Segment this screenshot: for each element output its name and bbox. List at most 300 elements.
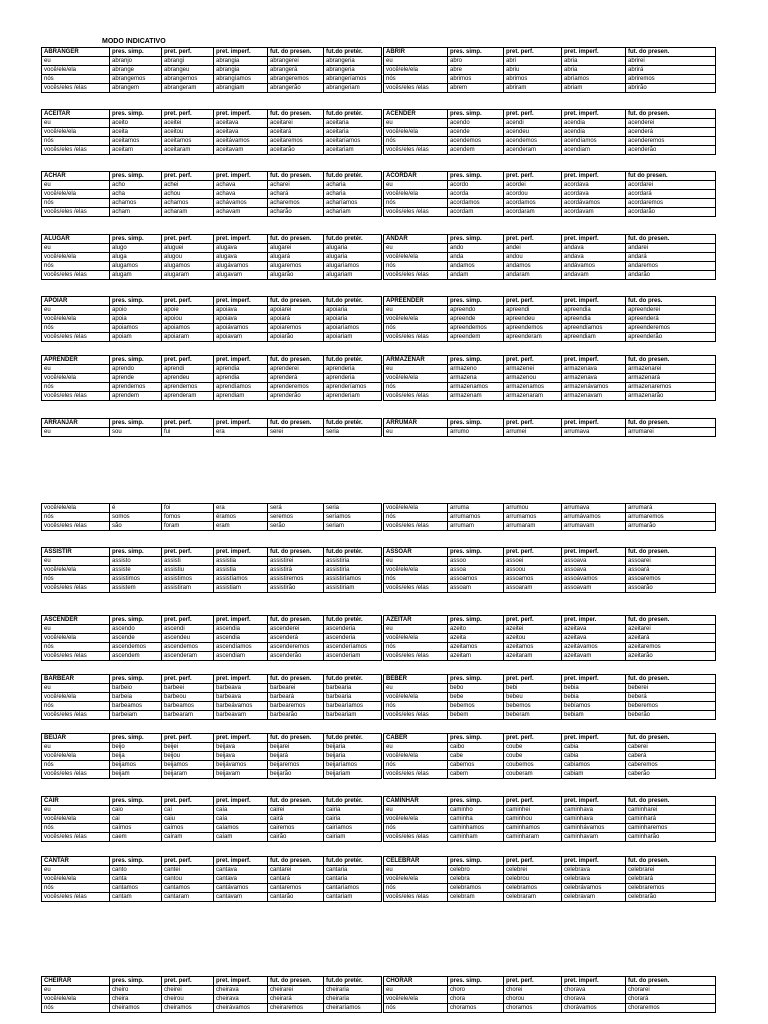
- tense-header: pret. imperf.: [562, 675, 626, 684]
- conjugation-row: [42, 146, 382, 155]
- conjugation-cell: cheirou: [162, 995, 214, 1004]
- conjugation-cell: caberão: [626, 770, 716, 779]
- conjugation-cell: aceitei: [162, 119, 214, 128]
- conjugation-cell: coube: [504, 752, 562, 761]
- conjugation-cell: abrangia: [214, 66, 268, 75]
- conjugation-cell: abrangemos: [162, 75, 214, 84]
- person-label: vocês/eles /elas: [384, 333, 448, 342]
- conjugation-cell: eram: [214, 522, 268, 531]
- conjugation-cell: ascenderíamos: [324, 643, 382, 652]
- conjugation-cell: acenderemos: [626, 137, 716, 146]
- conjugation-row: [42, 315, 382, 324]
- conjugation-cell: beberei: [626, 684, 716, 693]
- conjugation-cell: beijaram: [162, 770, 214, 779]
- conjugation-cell: assistiria: [324, 566, 382, 575]
- conjugation-cell: andei: [504, 244, 562, 253]
- conjugation-cell: coubemos: [504, 761, 562, 770]
- conjugation-cell: coube: [504, 743, 562, 752]
- conjugation-cell: assistiriam: [324, 584, 382, 593]
- page-title: MODO INDICATIVO: [102, 38, 166, 45]
- tense-header: pres. simp.: [448, 297, 504, 306]
- person-label: vocês/eles /elas: [384, 208, 448, 217]
- tense-header: fut. do presen.: [268, 675, 324, 684]
- conjugation-cell: ascendia: [214, 625, 268, 634]
- conjugation-cell: armazenava: [562, 374, 626, 383]
- tense-header: pret. imperf.: [214, 616, 268, 625]
- conjugation-cell: armazenava: [562, 365, 626, 374]
- conjugation-cell: apreendemos: [448, 324, 504, 333]
- tense-header: pret. perf.: [162, 419, 214, 428]
- conjugation-cell: abri: [504, 57, 562, 66]
- conjugation-cell: cantei: [162, 866, 214, 875]
- conjugation-cell: caminharam: [504, 833, 562, 842]
- person-label: vocês/eles /elas: [42, 522, 110, 531]
- conjugation-row: [42, 806, 382, 815]
- tense-header: pret. imperf.: [562, 797, 626, 806]
- conjugation-row: [42, 761, 382, 770]
- conjugation-cell: barbeamos: [162, 702, 214, 711]
- conjugation-cell: armazenarei: [626, 365, 716, 374]
- person-label: eu: [42, 365, 110, 374]
- conjugation-cell: abrirei: [626, 57, 716, 66]
- conjugation-cell: apreenderá: [626, 315, 716, 324]
- tense-header: fut.do pretér.: [324, 110, 382, 119]
- conjugation-row: [384, 374, 716, 383]
- conjugation-cell: bebemos: [504, 702, 562, 711]
- tense-header: fut. do presen.: [626, 977, 716, 986]
- verb-header-row: [42, 797, 382, 806]
- conjugation-cell: sou: [110, 428, 162, 437]
- tense-header: pret. imperf.: [214, 356, 268, 365]
- conjugation-row: [384, 652, 716, 661]
- verb-header-row: [42, 235, 382, 244]
- tense-header: pres. simp.: [110, 797, 162, 806]
- conjugation-cell: ascenderão: [268, 652, 324, 661]
- conjugation-row: [42, 711, 382, 720]
- conjugation-cell: abrirão: [626, 84, 716, 93]
- conjugation-cell: cai: [110, 815, 162, 824]
- conjugation-cell: beijamos: [162, 761, 214, 770]
- tense-header: pret. imperf.: [214, 110, 268, 119]
- conjugation-cell: alugaria: [324, 253, 382, 262]
- verb-header-row: [42, 977, 382, 986]
- verb-table-left: [41, 733, 382, 779]
- conjugation-cell: acordavam: [562, 208, 626, 217]
- tense-header: fut. do presen.: [626, 797, 716, 806]
- conjugation-cell: ascendia: [214, 634, 268, 643]
- tense-header: pret. imperf.: [214, 48, 268, 57]
- conjugation-row: [384, 693, 716, 702]
- conjugation-cell: ascendeu: [162, 634, 214, 643]
- conjugation-cell: caiu: [162, 815, 214, 824]
- conjugation-row: [42, 702, 382, 711]
- conjugation-row: [42, 815, 382, 824]
- conjugation-cell: bebíamos: [562, 702, 626, 711]
- conjugation-cell: chora: [448, 995, 504, 1004]
- conjugation-row: [384, 392, 716, 401]
- conjugation-cell: caíam: [214, 833, 268, 842]
- conjugation-cell: aprenderá: [268, 374, 324, 383]
- verb-name: BEIJAR: [42, 734, 110, 743]
- tense-header: pret. perf.: [162, 548, 214, 557]
- conjugation-cell: aceitam: [110, 146, 162, 155]
- person-label: eu: [42, 625, 110, 634]
- tense-header: fut. do presen.: [626, 48, 716, 57]
- conjugation-row: [42, 262, 382, 271]
- verb-header-row: [384, 977, 716, 986]
- person-label: você/ele/ela: [384, 66, 448, 75]
- conjugation-cell: alugavam: [214, 271, 268, 280]
- verb-header-row: [384, 235, 716, 244]
- conjugation-cell: abrangeremos: [268, 75, 324, 84]
- conjugation-cell: azeitaremos: [626, 643, 716, 652]
- person-label: você/ele/ela: [42, 875, 110, 884]
- conjugation-cell: apreendeu: [504, 315, 562, 324]
- conjugation-cell: cantaremos: [268, 884, 324, 893]
- conjugation-cell: cheirava: [214, 986, 268, 995]
- person-label: eu: [42, 743, 110, 752]
- tense-header: fut do presen.: [626, 172, 716, 181]
- tense-header: pret. imperf.: [214, 977, 268, 986]
- conjugation-row: [384, 137, 716, 146]
- conjugation-cell: abrangemos: [110, 75, 162, 84]
- conjugation-cell: aprenderia: [324, 365, 382, 374]
- person-label: eu: [42, 806, 110, 815]
- conjugation-cell: cantarão: [268, 893, 324, 902]
- conjugation-cell: aprenderão: [268, 392, 324, 401]
- conjugation-cell: arrumávamos: [562, 513, 626, 522]
- conjugation-cell: apoiarei: [268, 306, 324, 315]
- conjugation-cell: aceitava: [214, 119, 268, 128]
- conjugation-row: [42, 995, 382, 1004]
- tense-header: pres. simp.: [110, 616, 162, 625]
- verb-header-row: [42, 297, 382, 306]
- conjugation-cell: apreenderemos: [626, 324, 716, 333]
- conjugation-cell: assistiria: [324, 557, 382, 566]
- conjugation-cell: bebo: [448, 684, 504, 693]
- conjugation-cell: apoiaremos: [268, 324, 324, 333]
- conjugation-cell: acendiam: [562, 146, 626, 155]
- conjugation-cell: celebrarei: [626, 866, 716, 875]
- tense-header: fut.do pretér.: [324, 797, 382, 806]
- conjugation-cell: apoiaria: [324, 306, 382, 315]
- conjugation-row: [384, 634, 716, 643]
- conjugation-row: [42, 575, 382, 584]
- conjugation-row: [42, 333, 382, 342]
- person-label: você/ele/ela: [42, 995, 110, 1004]
- conjugation-cell: abranjo: [110, 57, 162, 66]
- conjugation-row: [384, 806, 716, 815]
- conjugation-row: [42, 392, 382, 401]
- person-label: você/ele/ela: [384, 374, 448, 383]
- conjugation-cell: chorará: [626, 995, 716, 1004]
- conjugation-cell: cantaria: [324, 875, 382, 884]
- conjugation-row: [384, 761, 716, 770]
- conjugation-cell: abrangia: [214, 57, 268, 66]
- conjugation-cell: fomos: [162, 513, 214, 522]
- conjugation-cell: acordou: [504, 190, 562, 199]
- conjugation-cell: acordava: [562, 190, 626, 199]
- conjugation-cell: andaremos: [626, 262, 716, 271]
- person-label: você/ele/ela: [384, 752, 448, 761]
- conjugation-cell: ascendemos: [162, 643, 214, 652]
- conjugation-cell: aceitaríamos: [324, 137, 382, 146]
- conjugation-cell: abrangiam: [214, 84, 268, 93]
- tense-header: pret. imperf.: [562, 857, 626, 866]
- tense-header: pret. perf.: [504, 235, 562, 244]
- verb-table-right: [383, 615, 716, 661]
- conjugation-cell: abrangerei: [268, 57, 324, 66]
- verb-name: ACHAR: [42, 172, 110, 181]
- tense-header: pret. perf.: [504, 48, 562, 57]
- person-label: vocês/eles /elas: [384, 392, 448, 401]
- conjugation-cell: beberemos: [626, 702, 716, 711]
- conjugation-row: [384, 815, 716, 824]
- conjugation-row: [384, 190, 716, 199]
- person-label: eu: [384, 57, 448, 66]
- tense-header: pres. simp.: [110, 297, 162, 306]
- conjugation-row: [384, 57, 716, 66]
- conjugation-row: [384, 557, 716, 566]
- tense-header: pret. imper.: [562, 616, 626, 625]
- conjugation-cell: alugamos: [110, 262, 162, 271]
- person-label: vocês/eles /elas: [384, 893, 448, 902]
- conjugation-cell: cheirava: [214, 995, 268, 1004]
- conjugation-cell: arrumará: [626, 504, 716, 513]
- person-label: vocês/eles /elas: [42, 770, 110, 779]
- conjugation-cell: barbeio: [110, 684, 162, 693]
- tense-header: pret. perf.: [162, 616, 214, 625]
- conjugation-cell: azeitávamos: [562, 643, 626, 652]
- conjugation-cell: assoaremos: [626, 575, 716, 584]
- person-label: eu: [384, 743, 448, 752]
- person-label: eu: [42, 684, 110, 693]
- person-label: vocês/eles /elas: [42, 333, 110, 342]
- person-label: eu: [42, 428, 110, 437]
- tense-header: pret. perf.: [504, 172, 562, 181]
- person-label: nós: [42, 575, 110, 584]
- conjugation-cell: apreendo: [448, 306, 504, 315]
- conjugation-cell: barbearei: [268, 684, 324, 693]
- tense-header: pret. perf.: [504, 616, 562, 625]
- conjugation-cell: azeitou: [504, 634, 562, 643]
- person-label: nós: [384, 761, 448, 770]
- conjugation-cell: azeitava: [562, 625, 626, 634]
- conjugation-row: [384, 181, 716, 190]
- verb-header-row: [384, 548, 716, 557]
- conjugation-row: [42, 875, 382, 884]
- conjugation-cell: arrumavam: [562, 522, 626, 531]
- verb-name: AZEITAR: [384, 616, 448, 625]
- conjugation-cell: arrumou: [504, 504, 562, 513]
- conjugation-cell: acordamos: [504, 199, 562, 208]
- conjugation-cell: abrimos: [504, 75, 562, 84]
- conjugation-row: [42, 752, 382, 761]
- person-label: você/ele/ela: [384, 634, 448, 643]
- person-label: vocês/eles /elas: [384, 522, 448, 531]
- conjugation-cell: barbearam: [162, 711, 214, 720]
- conjugation-cell: assoará: [626, 566, 716, 575]
- conjugation-cell: celebraremos: [626, 884, 716, 893]
- tense-header: pret. perf.: [162, 110, 214, 119]
- tense-header: pret. imperf.: [214, 734, 268, 743]
- conjugation-row: [384, 833, 716, 842]
- tense-header: fut.do pretér.: [324, 172, 382, 181]
- conjugation-cell: cairiam: [324, 833, 382, 842]
- verb-header-row: [384, 675, 716, 684]
- conjugation-cell: apreenderam: [504, 333, 562, 342]
- person-label: nós: [384, 884, 448, 893]
- person-label: nós: [384, 643, 448, 652]
- person-label: nós: [42, 262, 110, 271]
- verb-name: ACORDAR: [384, 172, 448, 181]
- conjugation-cell: assiste: [110, 566, 162, 575]
- conjugation-cell: beijamos: [110, 761, 162, 770]
- person-label: vocês/eles /elas: [42, 584, 110, 593]
- conjugation-row: [42, 770, 382, 779]
- conjugation-cell: caía: [214, 815, 268, 824]
- verb-name: ANDAR: [384, 235, 448, 244]
- person-label: você/ele/ela: [384, 190, 448, 199]
- conjugation-cell: seríamos: [324, 513, 382, 522]
- verb-name: APOIAR: [42, 297, 110, 306]
- conjugation-cell: assistia: [214, 566, 268, 575]
- conjugation-cell: barbeará: [268, 693, 324, 702]
- verb-table-right: [383, 171, 716, 217]
- conjugation-cell: aprenderei: [268, 365, 324, 374]
- conjugation-cell: bebemos: [448, 702, 504, 711]
- verb-table-right: [383, 674, 716, 720]
- conjugation-cell: cantariam: [324, 893, 382, 902]
- conjugation-cell: acharão: [268, 208, 324, 217]
- conjugation-row: [384, 625, 716, 634]
- tense-header: fut. do presen.: [626, 419, 716, 428]
- conjugation-cell: azeitarão: [626, 652, 716, 661]
- tense-header: pres. simp.: [110, 857, 162, 866]
- conjugation-cell: caímos: [110, 824, 162, 833]
- conjugation-cell: cantaríamos: [324, 884, 382, 893]
- conjugation-cell: celebrarão: [626, 893, 716, 902]
- conjugation-cell: barbeava: [214, 693, 268, 702]
- verb-table-right: [383, 547, 716, 593]
- tense-header: pres. simp.: [110, 235, 162, 244]
- person-label: eu: [384, 557, 448, 566]
- person-label: você/ele/ela: [42, 128, 110, 137]
- tense-header: fut.do pretér.: [324, 675, 382, 684]
- verb-table-right: [383, 733, 716, 779]
- conjugation-cell: caminhei: [504, 806, 562, 815]
- conjugation-cell: apreendíamos: [562, 324, 626, 333]
- person-label: vocês/eles /elas: [384, 584, 448, 593]
- conjugation-cell: cabiam: [562, 770, 626, 779]
- tense-header: pres. simp.: [448, 734, 504, 743]
- conjugation-cell: acordávamos: [562, 199, 626, 208]
- tense-header: fut. do presen.: [268, 419, 324, 428]
- person-label: vocês/eles /elas: [384, 146, 448, 155]
- tense-header: fut. do presen.: [626, 110, 716, 119]
- verb-name: ABRANGER: [42, 48, 110, 57]
- conjugation-cell: aceitamos: [110, 137, 162, 146]
- conjugation-cell: barbeou: [162, 693, 214, 702]
- tense-header: fut. do presen.: [626, 356, 716, 365]
- conjugation-cell: abria: [562, 57, 626, 66]
- tense-header: pres. simp.: [448, 48, 504, 57]
- tense-header: pret. perf.: [162, 797, 214, 806]
- tense-header: pret. perf.: [162, 675, 214, 684]
- conjugation-cell: apreendi: [504, 306, 562, 315]
- conjugation-cell: celebram: [448, 893, 504, 902]
- conjugation-cell: acharíamos: [324, 199, 382, 208]
- verb-name: ARMAZENAR: [384, 356, 448, 365]
- conjugation-row: [42, 884, 382, 893]
- conjugation-cell: cantaram: [162, 893, 214, 902]
- verb-name: ARRANJAR: [42, 419, 110, 428]
- conjugation-cell: beijarei: [268, 743, 324, 752]
- conjugation-cell: apreendemos: [504, 324, 562, 333]
- tense-header: pret. perf.: [504, 857, 562, 866]
- tense-header: fut.do pretér.: [324, 734, 382, 743]
- tense-header: pret. perf.: [504, 419, 562, 428]
- conjugation-row: [42, 57, 382, 66]
- conjugation-cell: cairíamos: [324, 824, 382, 833]
- conjugation-cell: armazenamos: [448, 383, 504, 392]
- conjugation-cell: acendíamos: [562, 137, 626, 146]
- conjugation-cell: azeitarei: [626, 625, 716, 634]
- verb-name: ASSISTIR: [42, 548, 110, 557]
- tense-header: pret. perf.: [504, 297, 562, 306]
- conjugation-cell: bebiam: [562, 711, 626, 720]
- conjugation-cell: caberei: [626, 743, 716, 752]
- verb-table-left: [41, 796, 382, 842]
- conjugation-row: [42, 566, 382, 575]
- conjugation-cell: cairão: [268, 833, 324, 842]
- tense-header: pres. simp.: [110, 548, 162, 557]
- conjugation-cell: aprendemos: [110, 383, 162, 392]
- tense-header: pret. imperf.: [214, 172, 268, 181]
- conjugation-cell: cabíamos: [562, 761, 626, 770]
- conjugation-cell: cantamos: [110, 884, 162, 893]
- conjugation-cell: aprendemos: [162, 383, 214, 392]
- conjugation-cell: alugarei: [268, 244, 324, 253]
- conjugation-cell: aprendíamos: [214, 383, 268, 392]
- conjugation-cell: achamos: [110, 199, 162, 208]
- conjugation-cell: armazenou: [504, 374, 562, 383]
- person-label: nós: [384, 575, 448, 584]
- conjugation-cell: seriam: [324, 522, 382, 531]
- conjugation-cell: acendem: [448, 146, 504, 155]
- person-label: você/ele/ela: [384, 566, 448, 575]
- conjugation-cell: ascenderam: [162, 652, 214, 661]
- verb-name: APRENDER: [42, 356, 110, 365]
- conjugation-cell: alugaria: [324, 244, 382, 253]
- conjugation-cell: acha: [110, 190, 162, 199]
- conjugation-cell: abria: [562, 66, 626, 75]
- tense-header: fut.do pretér.: [324, 977, 382, 986]
- conjugation-cell: beijarão: [268, 770, 324, 779]
- person-label: você/ele/ela: [42, 634, 110, 643]
- tense-header: fut.do pretér.: [324, 48, 382, 57]
- tense-header: fut.do pretér.: [324, 297, 382, 306]
- conjugation-cell: será: [268, 504, 324, 513]
- conjugation-row: [384, 315, 716, 324]
- tense-header: fut. do presen.: [268, 857, 324, 866]
- person-label: nós: [384, 137, 448, 146]
- conjugation-row: [384, 893, 716, 902]
- conjugation-cell: andamos: [448, 262, 504, 271]
- conjugation-cell: apoiavam: [214, 333, 268, 342]
- conjugation-cell: são: [110, 522, 162, 531]
- conjugation-cell: acordaremos: [626, 199, 716, 208]
